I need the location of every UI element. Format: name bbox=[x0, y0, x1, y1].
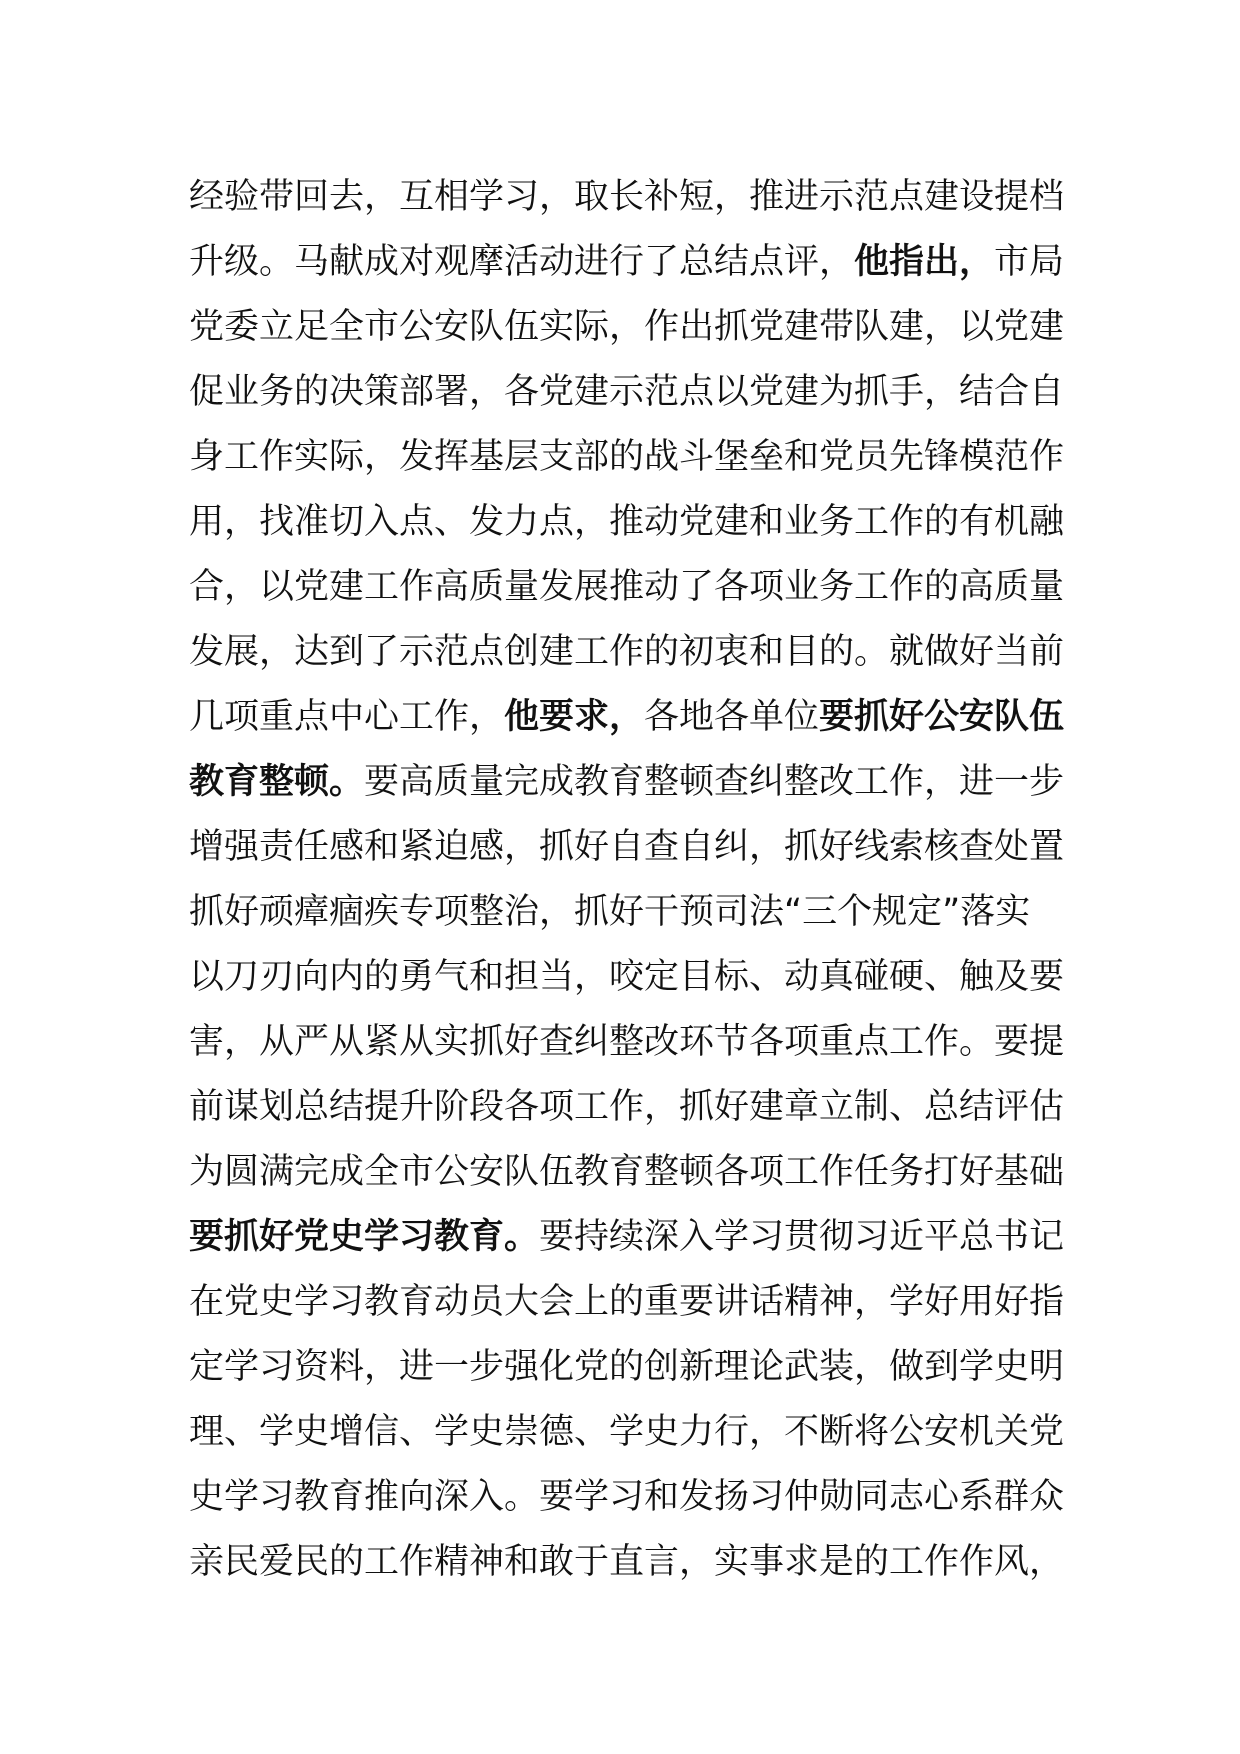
bold-text-segment: 要抓好党史学习教育。 bbox=[189, 1217, 540, 1257]
text-line bbox=[189, 165, 1069, 230]
text-line bbox=[189, 815, 1069, 880]
text-segment: 定学习资料，进一步强化党的创新理论武装，做到学史明 bbox=[189, 1347, 1065, 1387]
text-segment: 前谋划总结提升阶段各项工作，抓好建章立制、总结评估 bbox=[189, 1087, 1065, 1127]
text-segment: 发展，达到了示范点创建工作的初衷和目的。就做好当前 bbox=[189, 632, 1065, 672]
text-line bbox=[189, 1140, 1069, 1205]
bold-text-segment: 教育整顿。 bbox=[189, 762, 365, 802]
bold-text-segment: 要抓好公安队伍 bbox=[819, 697, 1065, 737]
bold-text-segment: 他指出， bbox=[854, 242, 995, 282]
text-segment: 抓好顽瘴痼疾专项整治，抓好干预司法“三个规定”落实 bbox=[189, 892, 1031, 932]
text-segment: 为圆满完成全市公安队伍教育整顿各项工作任务打好基础 bbox=[189, 1152, 1065, 1192]
text-segment: 促业务的决策部署，各党建示范点以党建为抓手，结合自 bbox=[189, 372, 1065, 412]
text-segment: 害，从严从紧从实抓好查纠整改环节各项重点工作。要提 bbox=[189, 1022, 1065, 1062]
text-segment: 要高质量完成教育整顿查纠整改工作，进一步 bbox=[364, 762, 1065, 802]
text-line bbox=[189, 1205, 1069, 1270]
text-line bbox=[189, 1010, 1069, 1075]
text-segment: 经验带回去，互相学习，取长补短，推进示范点建设提档 bbox=[189, 177, 1065, 217]
text-line bbox=[189, 880, 1069, 945]
bold-text-segment: 他要求， bbox=[504, 697, 645, 737]
text-segment: 增强责任感和紧迫感，抓好自查自纠，抓好线索核查处置 bbox=[189, 827, 1065, 867]
text-segment: 要持续深入学习贯彻习近平总书记 bbox=[539, 1217, 1065, 1257]
text-segment: 身工作实际，发挥基层支部的战斗堡垒和党员先锋模范作 bbox=[189, 437, 1065, 477]
text-segment: 以刀刃向内的勇气和担当，咬定目标、动真碰硬、触及要 bbox=[189, 957, 1065, 997]
text-line bbox=[189, 945, 1069, 1010]
text-segment: 几项重点中心工作， bbox=[189, 697, 505, 737]
text-segment: 亲民爱民的工作精神和敢于直言，实事求是的工作作风， bbox=[189, 1542, 1065, 1582]
text-line bbox=[189, 685, 1069, 750]
text-line bbox=[189, 425, 1069, 490]
text-segment: 各地各单位 bbox=[644, 697, 820, 737]
text-line bbox=[189, 1270, 1069, 1335]
text-line bbox=[189, 1075, 1069, 1140]
text-segment: 理、学史增信、学史崇德、学史力行，不断将公安机关党 bbox=[189, 1412, 1065, 1452]
text-segment: 党委立足全市公安队伍实际，作出抓党建带队建，以党建 bbox=[189, 307, 1065, 347]
text-line bbox=[189, 555, 1069, 620]
text-line bbox=[189, 360, 1069, 425]
text-segment: 升级。马献成对观摩活动进行了总结点评， bbox=[189, 242, 855, 282]
text-segment: 在党史学习教育动员大会上的重要讲话精神，学好用好指 bbox=[189, 1282, 1065, 1322]
text-line bbox=[189, 1530, 1069, 1595]
text-line bbox=[189, 490, 1069, 555]
text-segment: 市局 bbox=[994, 242, 1065, 282]
text-line bbox=[189, 1335, 1069, 1400]
text-segment: 史学习教育推向深入。要学习和发扬习仲勋同志心系群众 bbox=[189, 1477, 1065, 1517]
body-text bbox=[189, 165, 1069, 1595]
text-segment: 合，以党建工作高质量发展推动了各项业务工作的高质量 bbox=[189, 567, 1065, 607]
text-line bbox=[189, 1400, 1069, 1465]
text-line bbox=[189, 230, 1069, 295]
text-line bbox=[189, 295, 1069, 360]
text-line bbox=[189, 750, 1069, 815]
text-line bbox=[189, 1465, 1069, 1530]
text-segment: 用，找准切入点、发力点，推动党建和业务工作的有机融 bbox=[189, 502, 1065, 542]
text-line bbox=[189, 620, 1069, 685]
